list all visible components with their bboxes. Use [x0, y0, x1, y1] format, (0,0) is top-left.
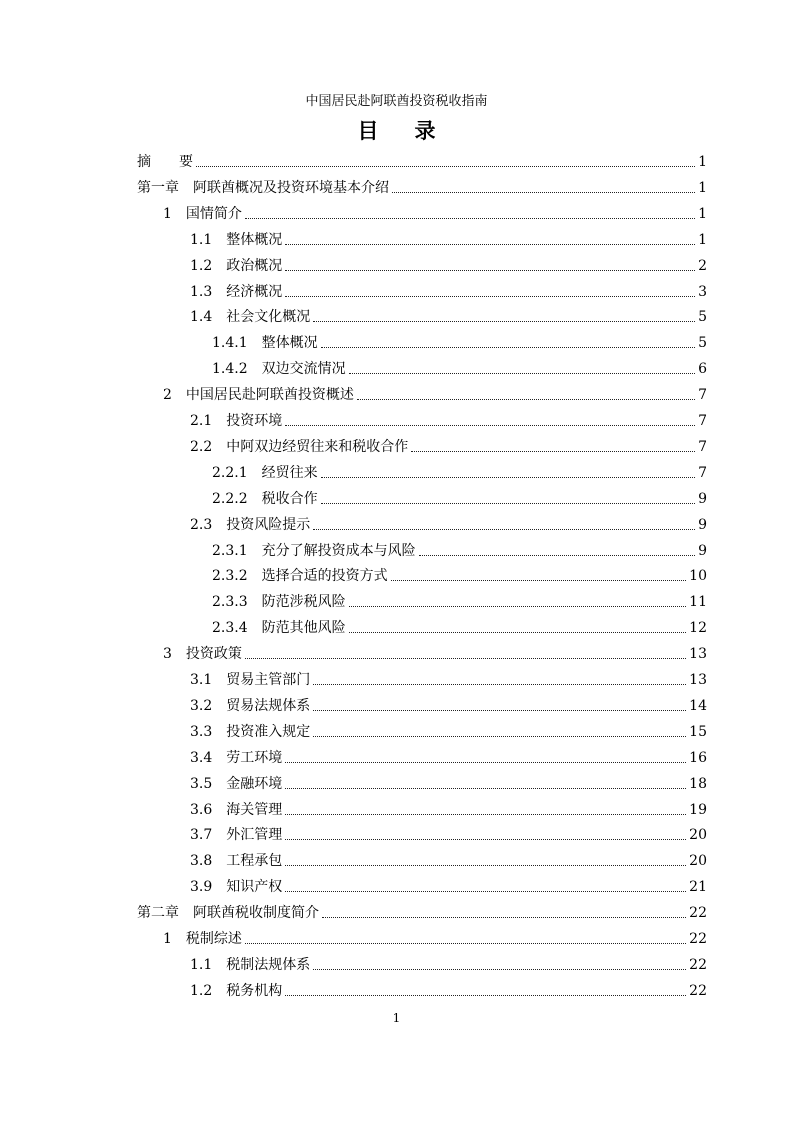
toc-entry-number: 第二章 — [137, 905, 193, 922]
toc-entry-label: 经济概况 — [226, 283, 283, 300]
toc-entry-page: 7 — [698, 438, 707, 455]
toc-entry[interactable] — [212, 457, 707, 483]
toc-entry-number: 2.3.1 — [212, 542, 262, 559]
toc-entry-page: 16 — [689, 749, 707, 766]
toc-entry-number: 2.3.3 — [212, 594, 262, 611]
toc-entry-number: 第一章 — [137, 179, 193, 196]
toc-entry-page: 1 — [698, 205, 707, 222]
toc-entry-page: 18 — [689, 775, 707, 792]
toc-entry-label: 投资风险提示 — [226, 516, 311, 533]
toc-entry[interactable] — [190, 431, 707, 457]
toc-entry-label: 双边交流情况 — [261, 361, 346, 378]
toc-dot-leader — [322, 917, 686, 918]
toc-dot-leader — [285, 814, 686, 815]
toc-dot-leader — [313, 969, 686, 970]
toc-entry-label: 整体概况 — [261, 335, 318, 352]
toc-entry-label: 阿联酋概况及投资环境基本介绍 — [193, 179, 389, 196]
toc-entry-number: 1.1 — [190, 231, 227, 248]
toc-dot-leader — [285, 839, 686, 840]
toc-entry-label: 税制法规体系 — [226, 956, 311, 973]
toc-entry-page: 7 — [698, 413, 707, 429]
toc-dot-leader — [313, 710, 686, 711]
toc-dot-leader — [285, 995, 686, 996]
toc-dot-leader — [245, 943, 686, 944]
toc-entry-number: 3 — [163, 646, 186, 663]
toc-dot-leader — [313, 529, 695, 530]
toc-entry[interactable] — [163, 379, 707, 405]
toc-dot-leader — [285, 891, 686, 892]
toc-entry-label: 外汇管理 — [226, 827, 283, 844]
toc-entry-page: 1 — [698, 179, 707, 196]
toc-entry-page: 22 — [689, 931, 707, 947]
toc-dot-leader — [285, 270, 695, 271]
toc-entry[interactable] — [212, 353, 707, 379]
toc-dot-leader — [411, 451, 695, 452]
toc-entry[interactable] — [190, 768, 707, 794]
toc-entry[interactable] — [163, 198, 707, 224]
toc-entry-label: 选择合适的投资方式 — [261, 568, 388, 585]
toc-dot-leader — [321, 503, 695, 504]
toc-entry-number: 3.2 — [190, 697, 227, 714]
toc-entry[interactable] — [190, 405, 707, 431]
toc-entry-number: 2.2.2 — [212, 490, 262, 507]
toc-entry-number: 1.4.2 — [212, 361, 262, 378]
toc-entry[interactable] — [137, 897, 707, 923]
toc-dot-leader — [349, 373, 695, 374]
toc-entry[interactable] — [190, 664, 707, 690]
toc-entry-number: 1.2 — [190, 982, 227, 999]
toc-entry-number: 1 — [163, 205, 186, 222]
toc-entry-label: 税务机构 — [226, 982, 283, 999]
toc-entry-number: 3.7 — [190, 827, 227, 844]
toc-entry-page: 7 — [698, 387, 707, 404]
toc-entry-page: 1 — [698, 231, 707, 248]
toc-entry-label: 税制综述 — [185, 931, 242, 947]
toc-entry[interactable] — [212, 483, 707, 509]
toc-entry-label: 贸易主管部门 — [226, 672, 311, 688]
toc-dot-leader — [313, 684, 686, 685]
toc-dot-leader — [245, 218, 695, 219]
toc-entry-number: 2.3 — [190, 516, 227, 533]
toc-entry-label: 整体概况 — [226, 231, 283, 248]
toc-entry-label: 中国居民赴阿联酋投资概述 — [185, 387, 354, 404]
toc-entry-page: 9 — [698, 542, 707, 559]
toc-entry-number: 1.1 — [190, 956, 227, 973]
toc-entry[interactable] — [212, 560, 707, 586]
toc-entry[interactable] — [190, 716, 707, 742]
toc-entry-number: 2.3.2 — [212, 568, 262, 585]
toc-entry[interactable] — [163, 923, 707, 949]
toc-entry-number: 2.1 — [190, 413, 227, 429]
toc-entry-label: 投资准入规定 — [226, 723, 311, 740]
toc-entry[interactable] — [190, 224, 707, 250]
toc-entry-label: 投资政策 — [185, 646, 242, 663]
toc-dot-leader — [321, 477, 695, 478]
toc-entry[interactable] — [190, 794, 707, 820]
toc-entry[interactable] — [190, 250, 707, 276]
toc-entry[interactable] — [212, 535, 707, 561]
toc-entry-page: 21 — [689, 879, 707, 896]
toc-entry[interactable] — [190, 975, 707, 1001]
toc-entry-number: 2.2.1 — [212, 464, 262, 481]
toc-entry[interactable] — [190, 301, 707, 327]
toc-entry-page: 15 — [689, 723, 707, 740]
toc-dot-leader — [357, 399, 695, 400]
toc-entry-number: 1 — [163, 931, 186, 947]
toc-entry-page: 5 — [698, 335, 707, 352]
toc-dot-leader — [391, 580, 687, 581]
toc-dot-leader — [285, 244, 695, 245]
toc-entry-label: 国情简介 — [185, 205, 242, 222]
toc-entry-label: 防范其他风险 — [261, 620, 346, 637]
toc-entry-number: 2 — [163, 387, 186, 404]
toc-dot-leader — [285, 788, 686, 789]
toc-entry-number: 2.2 — [190, 438, 227, 455]
toc-entry-page: 6 — [698, 361, 707, 378]
toc-dot-leader — [245, 658, 686, 659]
toc-dot-leader — [419, 555, 695, 556]
toc-entry-page: 5 — [698, 309, 707, 326]
toc-entry-number: 摘 要 — [137, 154, 193, 170]
toc-dot-leader — [313, 321, 695, 322]
toc-entry[interactable] — [137, 146, 707, 172]
toc-entry-label: 税收合作 — [261, 490, 318, 507]
toc-entry[interactable] — [190, 819, 707, 845]
toc-entry-number: 3.6 — [190, 801, 227, 818]
toc-entry[interactable] — [190, 690, 707, 716]
toc-entry-page: 19 — [689, 801, 707, 818]
toc-entry-page: 1 — [698, 154, 707, 170]
toc-entry-page: 11 — [689, 594, 707, 611]
toc-dot-leader — [349, 632, 687, 633]
toc-dot-leader — [392, 192, 695, 193]
toc-entry-label: 金融环境 — [226, 775, 283, 792]
toc-entry-number: 1.2 — [190, 257, 227, 274]
toc-dot-leader — [349, 606, 687, 607]
toc-entry-page: 13 — [689, 672, 707, 688]
toc-entry[interactable] — [212, 612, 707, 638]
toc-entry-page: 22 — [689, 905, 707, 922]
toc-entry-number: 1.3 — [190, 283, 227, 300]
toc-entry-label: 阿联酋税收制度简介 — [193, 905, 319, 922]
toc-entry-number: 3.4 — [190, 749, 227, 766]
toc-entry-page: 10 — [689, 568, 707, 585]
toc-entry[interactable] — [212, 586, 707, 612]
toc-entry-page: 22 — [689, 982, 707, 999]
toc-entry-page: 7 — [698, 464, 707, 481]
toc-title-part2: 录 — [414, 118, 436, 143]
toc-dot-leader — [285, 762, 686, 763]
toc-entry-number: 3.8 — [190, 853, 227, 870]
toc-entry-label: 劳工环境 — [226, 749, 283, 766]
toc-entry[interactable] — [163, 638, 707, 664]
toc-entry-label: 防范涉税风险 — [261, 594, 346, 611]
toc-entry-page: 9 — [698, 516, 707, 533]
toc-entry-page: 3 — [698, 283, 707, 300]
toc-entry[interactable] — [190, 276, 707, 302]
toc-entry-label: 投资环境 — [226, 413, 283, 429]
running-header: 中国居民赴阿联酋投资税收指南 — [305, 94, 488, 109]
toc-entry-page: 20 — [689, 853, 707, 870]
toc-entry[interactable] — [190, 742, 707, 768]
toc-entry-page: 9 — [698, 490, 707, 507]
toc-dot-leader — [285, 865, 686, 866]
toc-entry-label: 中阿双边经贸往来和税收合作 — [226, 438, 409, 455]
toc-entry-number: 1.4.1 — [212, 335, 262, 352]
toc-dot-leader — [321, 347, 695, 348]
toc-entry-number: 3.9 — [190, 879, 227, 896]
toc-entry-label: 充分了解投资成本与风险 — [261, 542, 416, 559]
toc-entry[interactable] — [190, 845, 707, 871]
toc-title — [0, 117, 793, 145]
toc-entry-label: 海关管理 — [226, 801, 283, 818]
toc-entry-number: 3.5 — [190, 775, 227, 792]
toc-entry-label: 工程承包 — [226, 853, 283, 870]
toc-entry-label: 政治概况 — [226, 257, 283, 274]
toc-entry-page: 14 — [689, 697, 707, 714]
toc-dot-leader — [196, 166, 695, 167]
toc-entry-number: 2.3.4 — [212, 620, 262, 637]
page-number: 1 — [392, 1011, 401, 1025]
toc-title-part1: 目 — [357, 118, 379, 143]
toc-entry[interactable] — [212, 327, 707, 353]
toc-entry-label: 社会文化概况 — [226, 309, 311, 326]
toc-entry-page: 12 — [689, 620, 707, 637]
toc-dot-leader — [285, 425, 695, 426]
toc-entry-number: 3.1 — [190, 672, 227, 688]
toc-dot-leader — [285, 296, 695, 297]
toc-entry[interactable] — [190, 949, 707, 975]
toc-entry-label: 知识产权 — [226, 879, 283, 896]
toc-entry[interactable] — [190, 509, 707, 535]
toc-entry-page: 20 — [689, 827, 707, 844]
toc-entry-page: 22 — [689, 956, 707, 973]
toc-entry-page: 2 — [698, 257, 707, 274]
toc-dot-leader — [313, 736, 686, 737]
toc-entry[interactable] — [190, 871, 707, 897]
toc-entry-page: 13 — [689, 646, 707, 663]
toc-entry-label: 贸易法规体系 — [226, 697, 311, 714]
toc-entry-number: 3.3 — [190, 723, 227, 740]
toc-entry-number: 1.4 — [190, 309, 227, 326]
toc-entry-label: 经贸往来 — [261, 464, 318, 481]
toc-entry[interactable] — [137, 172, 707, 198]
